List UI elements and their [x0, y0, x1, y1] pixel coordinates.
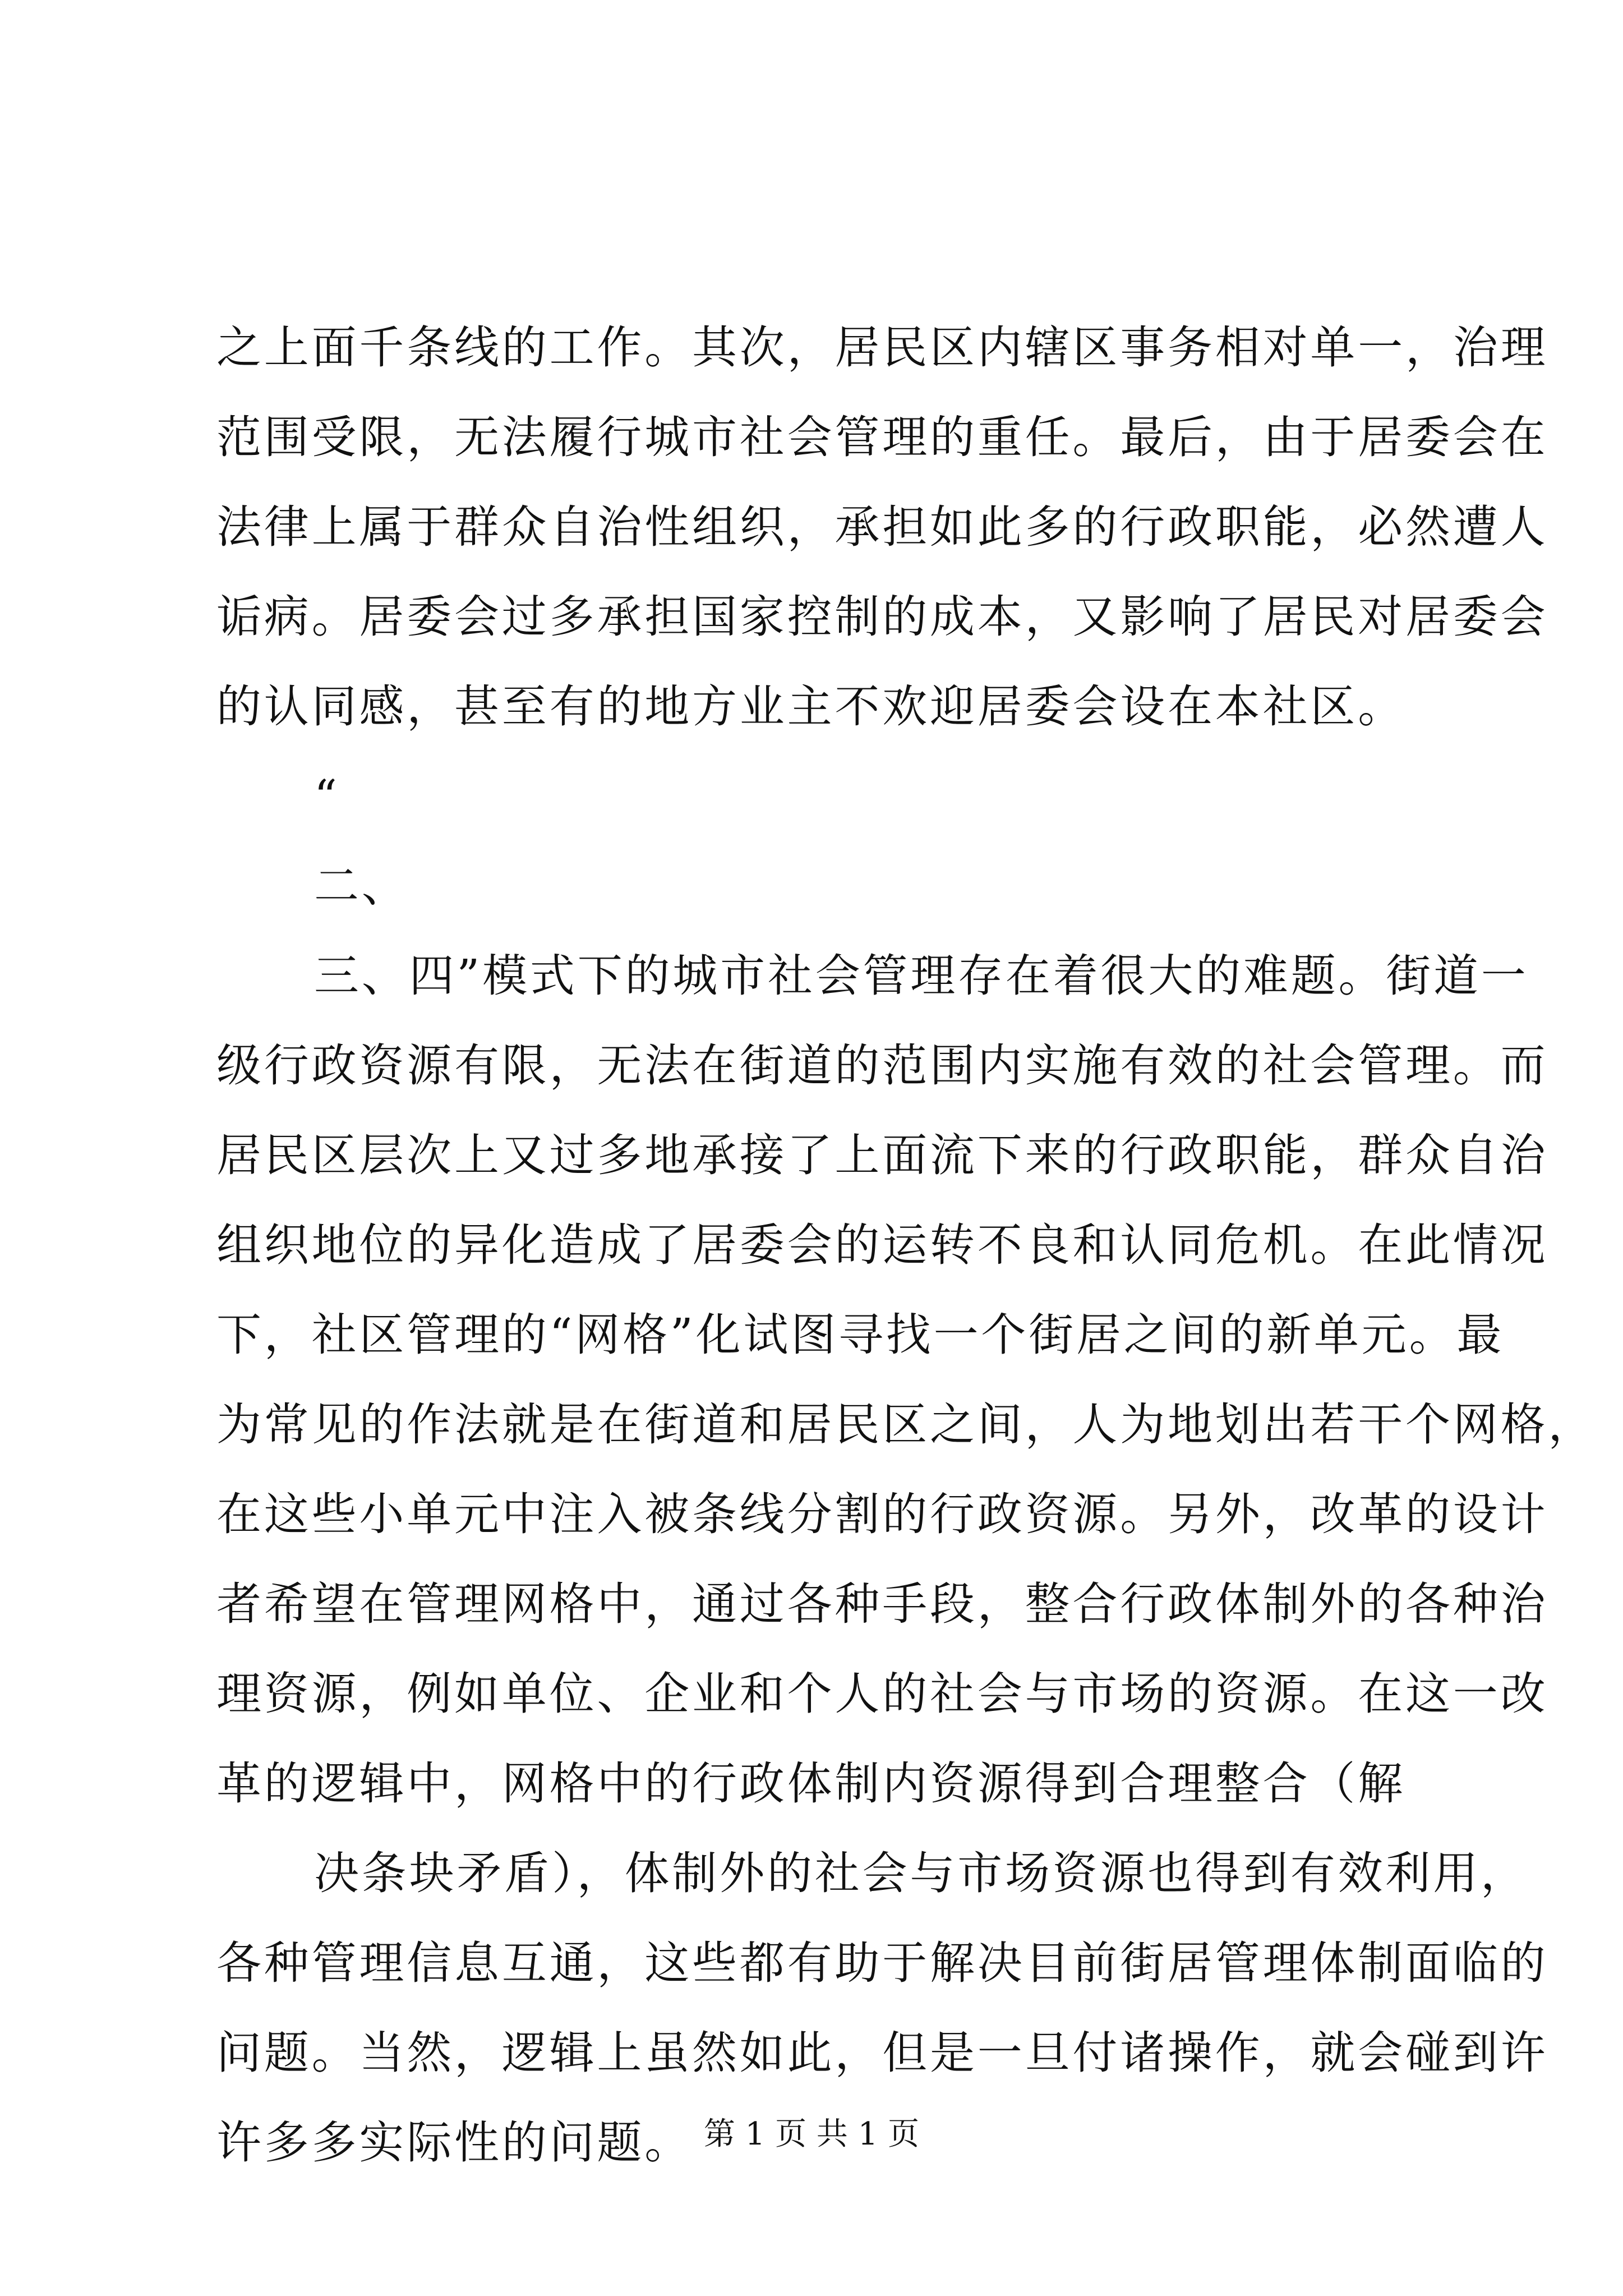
text-line: 范围受限，无法履行城市社会管理的重任。最后，由于居委会在 [216, 411, 1548, 463]
text-line: 三、四”模式下的城市社会管理存在着很大的难题。街道一 [314, 950, 1529, 1002]
text-line: 在这些小单元中注入被条线分割的行政资源。另外，改革的设计 [216, 1488, 1548, 1540]
text-line: 级行政资源有限，无法在街道的范围内实施有效的社会管理。而 [216, 1039, 1548, 1092]
text-line: 的认同感，甚至有的地方业主不欢迎居委会设在本社区。 [216, 680, 1405, 733]
text-line: 组织地位的异化造成了居委会的运转不良和认同危机。在此情况 [216, 1219, 1548, 1271]
text-line: 为常见的作法就是在街道和居民区之间，人为地划出若干个网格， [216, 1398, 1596, 1451]
text-line: 决条块矛盾），体制外的社会与市场资源也得到有效利用， [314, 1847, 1528, 1899]
text-line: 下，社区管理的“网格”化试图寻找一个街居之间的新单元。最 [216, 1309, 1505, 1361]
text-line: 之上面千条线的工作。其次，居民区内辖区事务相对单一，治理 [216, 321, 1548, 374]
text-line: 者希望在管理网格中，通过各种手段，整合行政体制外的各种治 [216, 1578, 1548, 1630]
text-line: 法律上属于群众自治性组织，承担如此多的行政职能，必然遭人 [216, 501, 1548, 553]
text-line: 问题。当然，逻辑上虽然如此，但是一旦付诸操作，就会碰到许 [216, 2027, 1548, 2079]
text-line: “ [314, 770, 340, 822]
text-line: 各种管理信息互通，这些都有助于解决目前街居管理体制面临的 [216, 1937, 1548, 1989]
text-line: 许多多实际性的问题。 [216, 2116, 692, 2169]
text-line: 理资源，例如单位、企业和个人的社会与市场的资源。在这一改 [216, 1668, 1548, 1720]
text-line: 二、 [314, 860, 409, 912]
text-line: 居民区层次上又过多地承接了上面流下来的行政职能，群众自治 [216, 1129, 1548, 1181]
text-line: 诟病。居委会过多承担国家控制的成本，又影响了居民对居委会 [216, 591, 1548, 643]
text-line: 革的逻辑中，网格中的行政体制内资源得到合理整合（解 [216, 1757, 1405, 1810]
page-footer: 第 1 页 共 1 页 [703, 2116, 920, 2152]
